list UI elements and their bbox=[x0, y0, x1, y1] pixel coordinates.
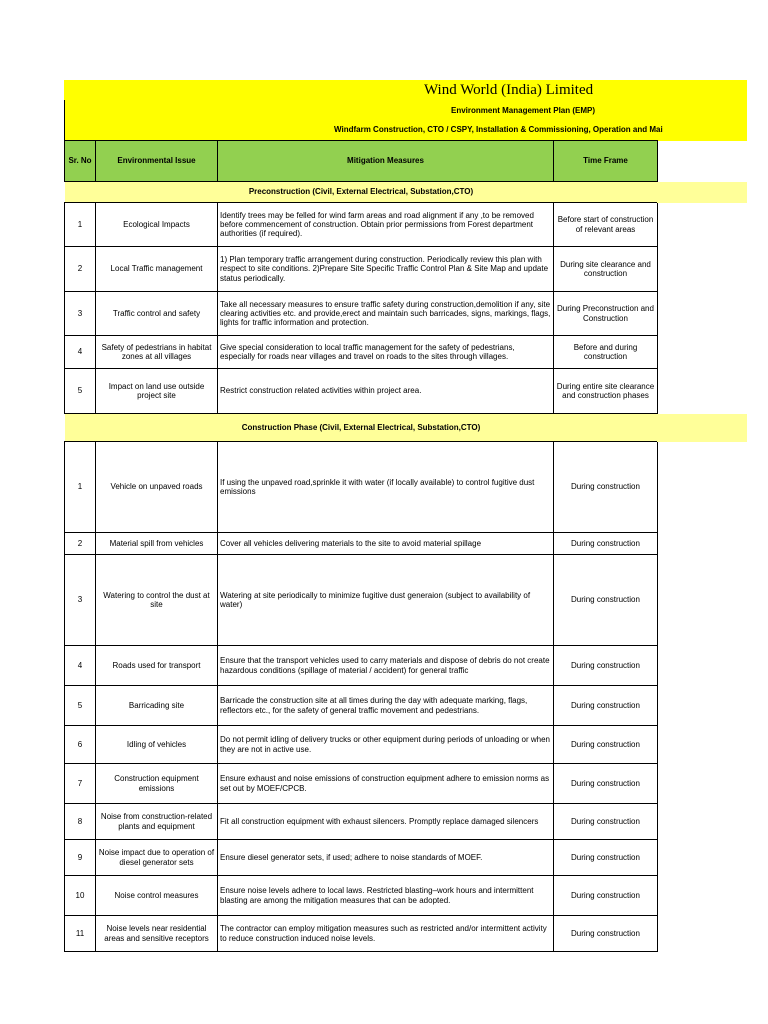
table-row bbox=[65, 369, 658, 414]
measure-cell: If using the unpaved road,sprinkle it with water (if locally available) to control fugitive dust emissions bbox=[218, 442, 554, 533]
timeframe-cell: During construction bbox=[554, 876, 658, 916]
issue-cell: Traffic control and safety bbox=[96, 292, 218, 336]
timeframe-cell: Before and during construction bbox=[554, 336, 658, 369]
col-header-srno: Sr. No bbox=[65, 141, 96, 182]
row-number: 3 bbox=[65, 555, 96, 646]
table-row bbox=[65, 247, 658, 292]
issue-cell: Local Traffic management bbox=[96, 247, 218, 292]
row-number: 6 bbox=[65, 726, 96, 764]
row-number: 5 bbox=[65, 369, 96, 414]
measure-cell: Do not permit idling of delivery trucks or other equipment during periods of unloading or when they are not in active use. bbox=[218, 726, 554, 764]
issue-cell: Construction equipment emissions bbox=[96, 764, 218, 804]
issue-cell: Safety of pedestrians in habitat zones at all villages bbox=[96, 336, 218, 369]
measure-cell: Take all necessary measures to ensure traffic safety during construction,demolition if any, site clearing activities etc. and provide,erect and maintain such barricades, signs, markings, flags, lights for traffic information and protection. bbox=[218, 292, 554, 336]
table-row bbox=[65, 533, 658, 555]
table-row bbox=[65, 203, 658, 247]
timeframe-cell: Before start of construction of relevant areas bbox=[554, 203, 658, 247]
row-number: 5 bbox=[65, 686, 96, 726]
row-number: 2 bbox=[65, 533, 96, 555]
table-row bbox=[65, 292, 658, 336]
phase-title: Construction Phase (Civil, External Electrical, Substation,CTO) bbox=[65, 414, 658, 442]
document-scope: Windfarm Construction, CTO / CSPY, Installation & Commissioning, Operation and Mai bbox=[334, 125, 663, 134]
issue-cell: Vehicle on unpaved roads bbox=[96, 442, 218, 533]
table-row bbox=[65, 686, 658, 726]
company-name: Wind World (India) Limited bbox=[424, 82, 594, 98]
timeframe-cell: During construction bbox=[554, 686, 658, 726]
issue-cell: Idling of vehicles bbox=[96, 726, 218, 764]
table-row bbox=[65, 764, 658, 804]
table-row bbox=[65, 726, 658, 764]
table-row bbox=[65, 442, 658, 533]
col-header-issue: Environmental Issue bbox=[96, 141, 218, 182]
row-number: 7 bbox=[65, 764, 96, 804]
issue-cell: Ecological Impacts bbox=[96, 203, 218, 247]
table-row bbox=[65, 804, 658, 840]
measure-cell: Restrict construction related activities within project area. bbox=[218, 369, 554, 414]
title-band bbox=[64, 80, 747, 141]
row-number: 8 bbox=[65, 804, 96, 840]
issue-cell: Barricading site bbox=[96, 686, 218, 726]
measure-cell: Ensure exhaust and noise emissions of construction equipment adhere to emission norms as set out by MOEF/CPCB. bbox=[218, 764, 554, 804]
band-border bbox=[64, 100, 65, 141]
timeframe-cell: During construction bbox=[554, 646, 658, 686]
issue-cell: Roads used for transport bbox=[96, 646, 218, 686]
issue-cell: Noise levels near residential areas and sensitive receptors bbox=[96, 916, 218, 952]
measure-cell: The contractor can employ mitigation measures such as restricted and/or intermittent activity to reduce construction induced noise levels. bbox=[218, 916, 554, 952]
measure-cell: Watering at site periodically to minimize fugitive dust generaion (subject to availability of water) bbox=[218, 555, 554, 646]
table-row bbox=[65, 840, 658, 876]
issue-cell: Material spill from vehicles bbox=[96, 533, 218, 555]
col-header-measures: Mitigation Measures bbox=[218, 141, 554, 182]
phase-band-extension bbox=[657, 182, 747, 203]
issue-cell: Noise from construction-related plants and equipment bbox=[96, 804, 218, 840]
measure-cell: Ensure diesel generator sets, if used; adhere to noise standards of MOEF. bbox=[218, 840, 554, 876]
issue-cell: Noise control measures bbox=[96, 876, 218, 916]
row-number: 3 bbox=[65, 292, 96, 336]
timeframe-cell: During construction bbox=[554, 804, 658, 840]
phase-row bbox=[65, 182, 658, 203]
measure-cell: Barricade the construction site at all times during the day with adequate marking, flags, reflectors etc., for the safety of general traffic movement and pedestrians. bbox=[218, 686, 554, 726]
timeframe-cell: During construction bbox=[554, 840, 658, 876]
measure-cell: 1) Plan temporary traffic arrangement during construction. Periodically review this plan with respect to site conditions. 2)Prepare Site Specific Traffic Control Plan & Site Map and update status periodically. bbox=[218, 247, 554, 292]
header-row bbox=[65, 141, 658, 182]
timeframe-cell: During construction bbox=[554, 442, 658, 533]
timeframe-cell: During construction bbox=[554, 533, 658, 555]
row-number: 2 bbox=[65, 247, 96, 292]
phase-band-extension bbox=[657, 414, 747, 442]
issue-cell: Noise impact due to operation of diesel generator sets bbox=[96, 840, 218, 876]
timeframe-cell: During construction bbox=[554, 726, 658, 764]
row-number: 9 bbox=[65, 840, 96, 876]
phase-title: Preconstruction (Civil, External Electrical, Substation,CTO) bbox=[65, 182, 658, 203]
timeframe-cell: During Preconstruction and Construction bbox=[554, 292, 658, 336]
row-number: 1 bbox=[65, 203, 96, 247]
timeframe-cell: During construction bbox=[554, 555, 658, 646]
timeframe-cell: During site clearance and construction bbox=[554, 247, 658, 292]
table-row bbox=[65, 876, 658, 916]
table-row bbox=[65, 555, 658, 646]
issue-cell: Watering to control the dust at site bbox=[96, 555, 218, 646]
issue-cell: Impact on land use outside project site bbox=[96, 369, 218, 414]
row-number: 4 bbox=[65, 336, 96, 369]
row-number: 4 bbox=[65, 646, 96, 686]
measure-cell: Identify trees may be felled for wind farm areas and road alignment if any ,to be removed before commencement of construction. Obtain prior permissions from Forest department authorities (if required). bbox=[218, 203, 554, 247]
measure-cell: Cover all vehicles delivering materials to the site to avoid material spillage bbox=[218, 533, 554, 555]
table-row bbox=[65, 336, 658, 369]
table-row bbox=[65, 646, 658, 686]
timeframe-cell: During construction bbox=[554, 916, 658, 952]
row-number: 10 bbox=[65, 876, 96, 916]
timeframe-cell: During entire site clearance and construction phases bbox=[554, 369, 658, 414]
row-number: 11 bbox=[65, 916, 96, 952]
measure-cell: Fit all construction equipment with exhaust silencers. Promptly replace damaged silencers bbox=[218, 804, 554, 840]
phase-row bbox=[65, 414, 658, 442]
col-header-timeframe: Time Frame bbox=[554, 141, 658, 182]
timeframe-cell: During construction bbox=[554, 764, 658, 804]
row-number: 1 bbox=[65, 442, 96, 533]
measure-cell: Ensure that the transport vehicles used to carry materials and dispose of debris do not create hazardous conditions (spillage of material / accident) for general traffic bbox=[218, 646, 554, 686]
measure-cell: Give special consideration to local traffic management for the safety of pedestrians, especially for roads near villages and travel on roads to the sites through villages. bbox=[218, 336, 554, 369]
table-row bbox=[65, 916, 658, 952]
measure-cell: Ensure noise levels adhere to local laws. Restricted blasting–work hours and intermittent blasting are among the mitigation measures that can be adopted. bbox=[218, 876, 554, 916]
document-title: Environment Management Plan (EMP) bbox=[451, 106, 596, 115]
emp-table bbox=[64, 140, 658, 952]
